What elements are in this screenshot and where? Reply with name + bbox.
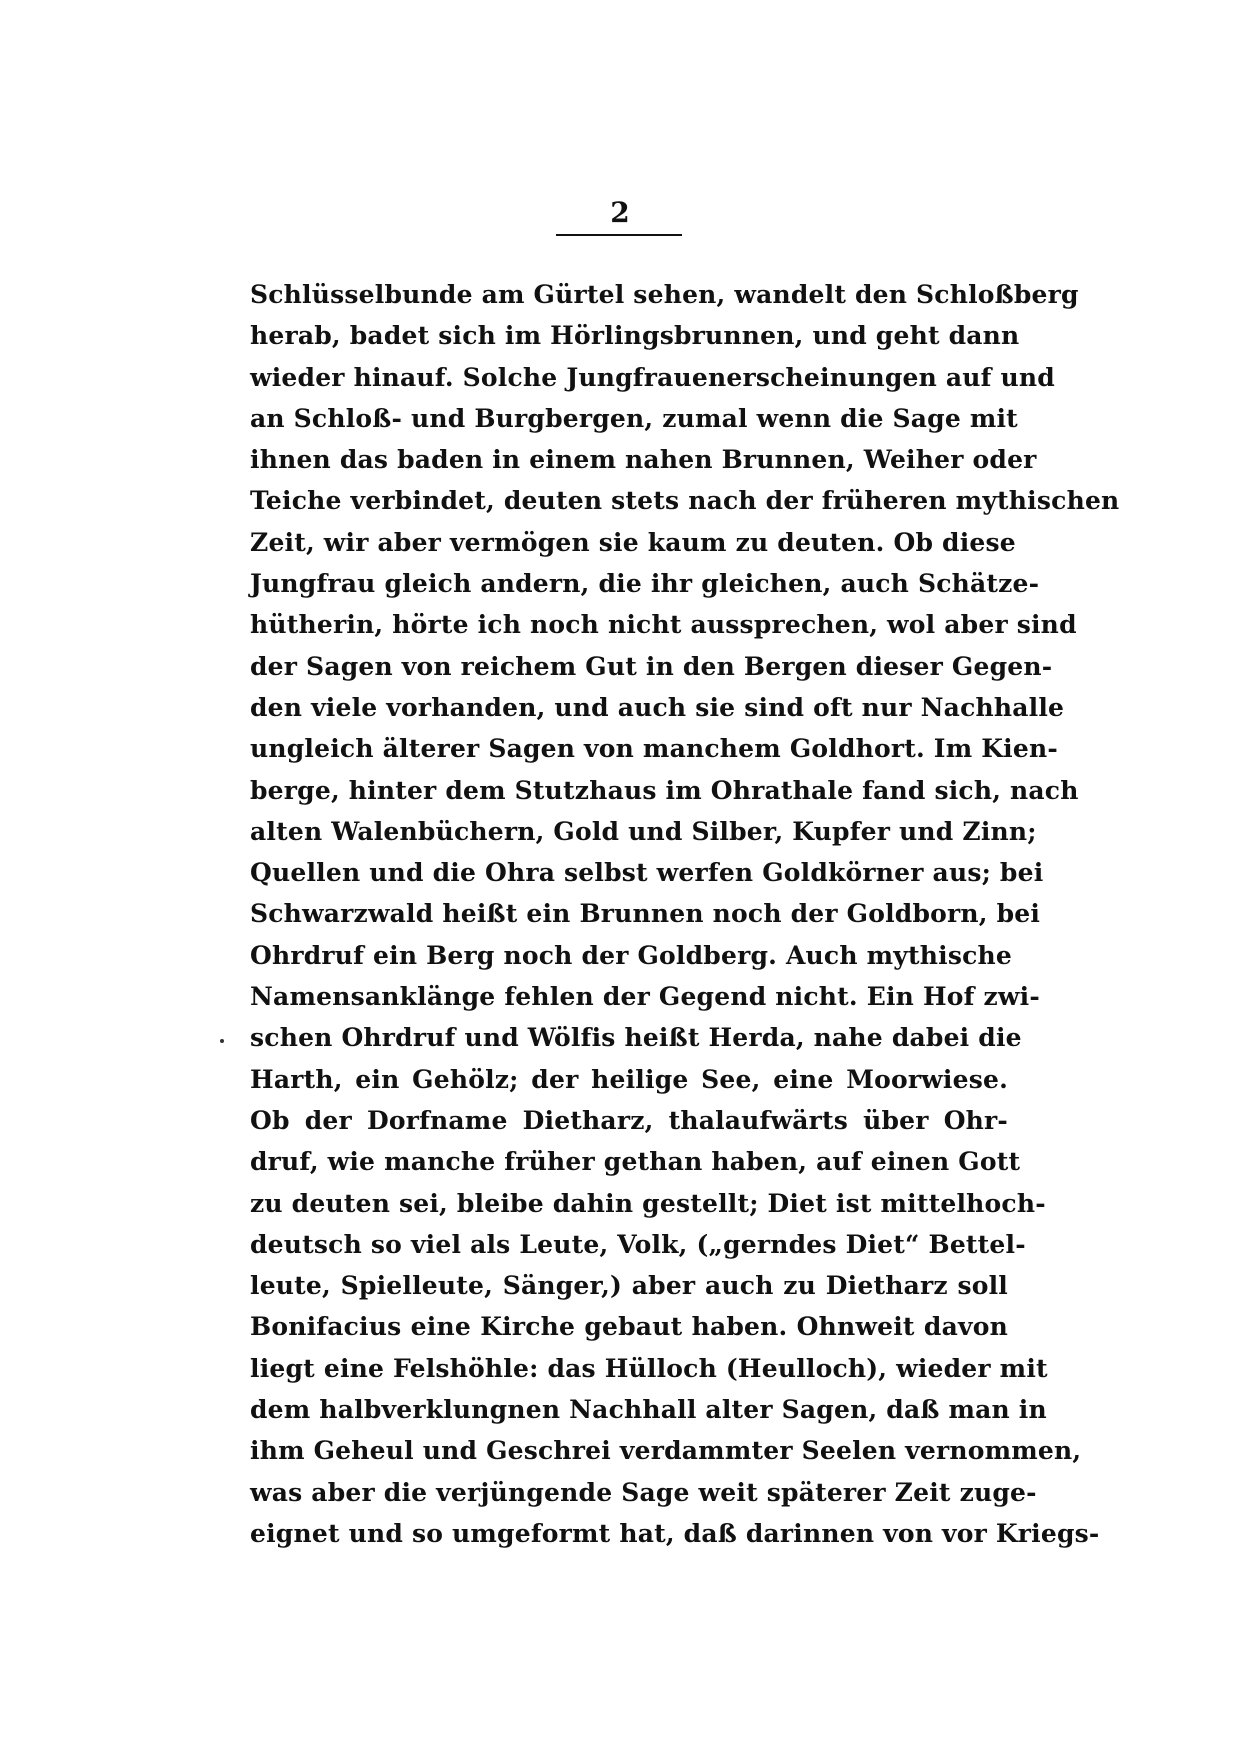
text-line: eignet und so umgeformt hat, daß darinnen von vor Kriegs- — [250, 1518, 1100, 1548]
text-line: Jungfrau gleich andern, die ihr gleichen, auch Schätze- — [250, 569, 1040, 599]
text-line: liegt eine Felshöhle: das Hülloch (Heulloch), wieder mit — [250, 1353, 1048, 1383]
text-line: ihm Geheul und Geschrei verdammter Seelen vernommen, — [250, 1436, 1082, 1466]
text-line: leute, Spielleute, Sänger,) aber auch zu Dietharz soll — [250, 1271, 1008, 1301]
text-line: berge, hinter dem Stutzhaus im Ohrathale fand sich, nach — [250, 775, 1079, 805]
text-line: den viele vorhanden, und auch sie sind oft nur Nachhalle — [250, 692, 1065, 722]
text-line: ihnen das baden in einem nahen Brunnen, Weiher oder — [250, 445, 1037, 475]
text-line: was aber die verjüngende Sage weit späterer Zeit zuge- — [250, 1477, 1037, 1507]
text-line: wieder hinauf. Solche Jungfrauenerscheinungen auf und — [250, 362, 1055, 392]
page-number: 2 — [610, 196, 630, 229]
text-line: herab, badet sich im Hörlingsbrunnen, und geht dann — [250, 321, 1020, 351]
text-line: der Sagen von reichem Gut in den Bergen dieser Gegen- — [250, 651, 1053, 681]
text-line: Ohrdruf ein Berg noch der Goldberg. Auch mythische — [250, 940, 1013, 970]
text-line: Schwarzwald heißt ein Brunnen noch der Goldborn, bei — [250, 899, 1041, 929]
stray-mark — [220, 1039, 224, 1043]
text-line: Bonifacius eine Kirche gebaut haben. Ohnweit davon — [250, 1312, 1008, 1342]
text-line: dem halbverklungnen Nachhall alter Sagen, daß man in — [250, 1395, 1047, 1425]
text-line: hütherin, hörte ich noch nicht aussprechen, wol aber sind — [250, 610, 1077, 640]
text-line: alten Walenbüchern, Gold und Silber, Kupfer und Zinn; — [250, 816, 1037, 846]
text-line: Schlüsselbunde am Gürtel sehen, wandelt den Schloßberg — [250, 280, 1079, 309]
text-line: Namensanklänge fehlen der Gegend nicht. Ein Hof zwi- — [250, 982, 1040, 1012]
text-line: schen Ohrdruf und Wölfis heißt Herda, nahe dabei die — [250, 1023, 1022, 1053]
text-line: ungleich älterer Sagen von manchem Goldhort. Im Kien- — [250, 734, 1058, 764]
text-line: druf, wie manche früher gethan haben, auf einen Gott — [250, 1147, 1021, 1177]
header-rule — [556, 234, 682, 236]
text-line: Zeit, wir aber vermögen sie kaum zu deuten. Ob diese — [250, 527, 1016, 557]
text-line: an Schloß- und Burgbergen, zumal wenn die Sage mit — [250, 403, 1018, 433]
body-text — [250, 274, 1120, 1554]
text-line: Harth, ein Gehölz; der heilige See, eine Moorwiese. — [250, 1064, 1008, 1094]
text-line: Quellen und die Ohra selbst werfen Goldkörner aus; bei — [250, 858, 1044, 888]
text-line: deutsch so viel als Leute, Volk, („gerndes Diet“ Bettel- — [250, 1229, 1026, 1259]
text-line: Teiche verbindet, deuten stets nach der früheren mythischen — [250, 486, 1120, 516]
text-line: zu deuten sei, bleibe dahin gestellt; Diet ist mittelhoch- — [250, 1188, 1046, 1218]
text-line: Ob der Dorfname Dietharz, thalaufwärts über Ohr- — [250, 1105, 1008, 1135]
